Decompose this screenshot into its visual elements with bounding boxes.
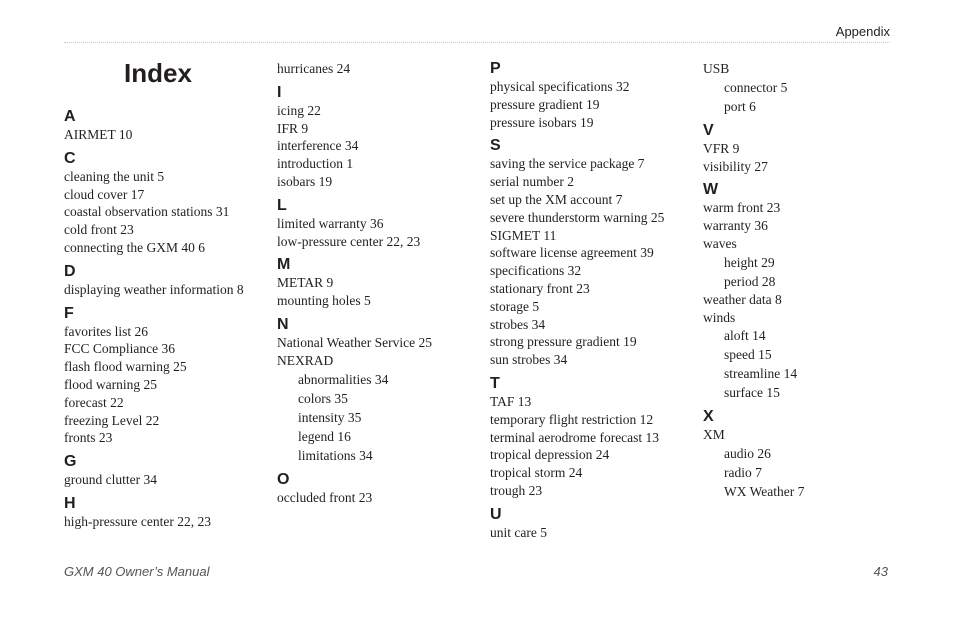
index-entry: mounting holes 5 <box>277 293 371 309</box>
index-entry: displaying weather information 8 <box>64 281 244 297</box>
index-entry: severe thunderstorm warning 25 <box>490 209 665 225</box>
index-letter-heading: A <box>64 108 76 125</box>
index-entry: XM <box>703 427 725 443</box>
index-entry: AIRMET 10 <box>64 127 133 142</box>
index-letter-heading: M <box>277 256 291 274</box>
index-entry: interference 34 <box>277 138 359 154</box>
index-letter-heading: I <box>277 83 282 101</box>
index-subentry: legend 16 <box>298 428 351 444</box>
index-entry: National Weather Service 25 <box>277 334 432 350</box>
index-entry: serial number 2 <box>490 174 574 190</box>
index-entry: cloud cover 17 <box>64 186 145 202</box>
index-entry: waves <box>703 235 737 251</box>
index-entry: METAR 9 <box>277 275 334 291</box>
index-column-1 <box>64 108 274 531</box>
index-subentry: colors 35 <box>298 390 348 406</box>
index-entry: FCC Compliance 36 <box>64 341 175 357</box>
index-entry: high-pressure center 22, 23 <box>64 513 211 529</box>
page-title: Index <box>124 58 192 88</box>
index-entry: saving the service package 7 <box>490 156 645 172</box>
index-entry: low-pressure center 22, 23 <box>277 233 421 249</box>
index-entry: fronts 23 <box>64 430 113 446</box>
section-label: Appendix <box>835 24 890 39</box>
index-column-4 <box>703 60 913 501</box>
index-entry: specifications 32 <box>490 263 582 279</box>
index-subentry: limitations 34 <box>298 447 373 463</box>
index-letter-heading: V <box>703 121 714 139</box>
index-entry: tropical storm 24 <box>490 465 583 481</box>
index-entry: set up the XM account 7 <box>490 191 623 207</box>
index-entry: USB <box>703 61 730 76</box>
header-divider <box>64 42 890 43</box>
index-entry: cleaning the unit 5 <box>64 168 165 184</box>
index-entry: occluded front 23 <box>277 489 373 505</box>
manual-name: GXM 40 Owner’s Manual <box>64 564 210 579</box>
index-entry: connecting the GXM 40 6 <box>64 239 205 255</box>
index-column-2 <box>277 60 487 506</box>
index-subentry: speed 15 <box>724 347 772 363</box>
index-subentry: abnormalities 34 <box>298 371 389 387</box>
index-entry: favorites list 26 <box>64 323 148 339</box>
index-letter-heading: L <box>277 196 287 214</box>
index-entry: warm front 23 <box>703 200 781 216</box>
index-subentry: streamline 14 <box>724 366 798 382</box>
index-letter-heading: X <box>703 408 714 426</box>
index-letter-heading: G <box>64 453 77 471</box>
index-entry: icing 22 <box>277 102 321 118</box>
index-letter-heading: S <box>490 137 501 155</box>
index-entry: sun strobes 34 <box>490 352 568 368</box>
index-entry: pressure gradient 19 <box>490 96 600 112</box>
index-entry: limited warranty 36 <box>277 215 384 231</box>
index-entry: hurricanes 24 <box>277 61 351 76</box>
index-subentry: port 6 <box>724 98 756 114</box>
index-entry: flood warning 25 <box>64 376 157 392</box>
index-entry: pressure isobars 19 <box>490 114 594 130</box>
page-number: 43 <box>873 564 888 579</box>
index-letter-heading: O <box>277 470 290 488</box>
index-entry: coastal observation stations 31 <box>64 204 230 220</box>
index-entry: freezing Level 22 <box>64 412 160 428</box>
index-entry: strong pressure gradient 19 <box>490 334 637 350</box>
index-entry: weather data 8 <box>703 291 782 307</box>
index-entry: tropical depression 24 <box>490 447 610 463</box>
index-letter-heading: H <box>64 494 76 512</box>
index-subentry: WX Weather 7 <box>724 484 805 500</box>
index-subentry: height 29 <box>724 254 775 270</box>
index-entry: ground clutter 34 <box>64 472 157 488</box>
index-letter-heading: T <box>490 374 500 392</box>
index-letter-heading: N <box>277 315 289 333</box>
index-entry: unit care 5 <box>490 524 547 540</box>
index-entry: winds <box>703 309 736 325</box>
index-subentry: aloft 14 <box>724 328 766 344</box>
index-entry: isobars 19 <box>277 173 333 189</box>
index-entry: visibility 27 <box>703 158 768 174</box>
index-entry: storage 5 <box>490 298 540 314</box>
index-letter-heading: P <box>490 60 501 77</box>
index-entry: trough 23 <box>490 482 543 498</box>
index-subentry: audio 26 <box>724 446 771 462</box>
index-entry: physical specifications 32 <box>490 79 630 94</box>
index-entry: forecast 22 <box>64 394 124 410</box>
index-entry: software license agreement 39 <box>490 245 654 261</box>
index-entry: temporary flight restriction 12 <box>490 411 654 427</box>
index-letter-heading: W <box>703 181 719 199</box>
index-entry: NEXRAD <box>277 352 334 368</box>
index-letter-heading: F <box>64 304 74 322</box>
index-entry: stationary front 23 <box>490 280 590 296</box>
index-letter-heading: U <box>490 505 502 523</box>
index-entry: cold front 23 <box>64 222 134 238</box>
index-entry: TAF 13 <box>490 393 532 409</box>
index-entry: flash flood warning 25 <box>64 359 187 375</box>
index-entry: warranty 36 <box>703 218 768 234</box>
index-letter-heading: D <box>64 262 76 280</box>
index-entry: SIGMET 11 <box>490 227 557 243</box>
index-subentry: connector 5 <box>724 79 788 95</box>
index-subentry: intensity 35 <box>298 409 362 425</box>
index-entry: introduction 1 <box>277 156 354 172</box>
index-entry: strobes 34 <box>490 316 546 332</box>
index-column-3 <box>490 60 700 542</box>
index-letter-heading: C <box>64 149 76 167</box>
index-subentry: surface 15 <box>724 385 780 401</box>
index-subentry: period 28 <box>724 273 776 289</box>
index-entry: terminal aerodrome forecast 13 <box>490 429 660 445</box>
index-entry: IFR 9 <box>277 120 309 136</box>
index-entry: VFR 9 <box>703 140 740 156</box>
index-subentry: radio 7 <box>724 465 762 481</box>
